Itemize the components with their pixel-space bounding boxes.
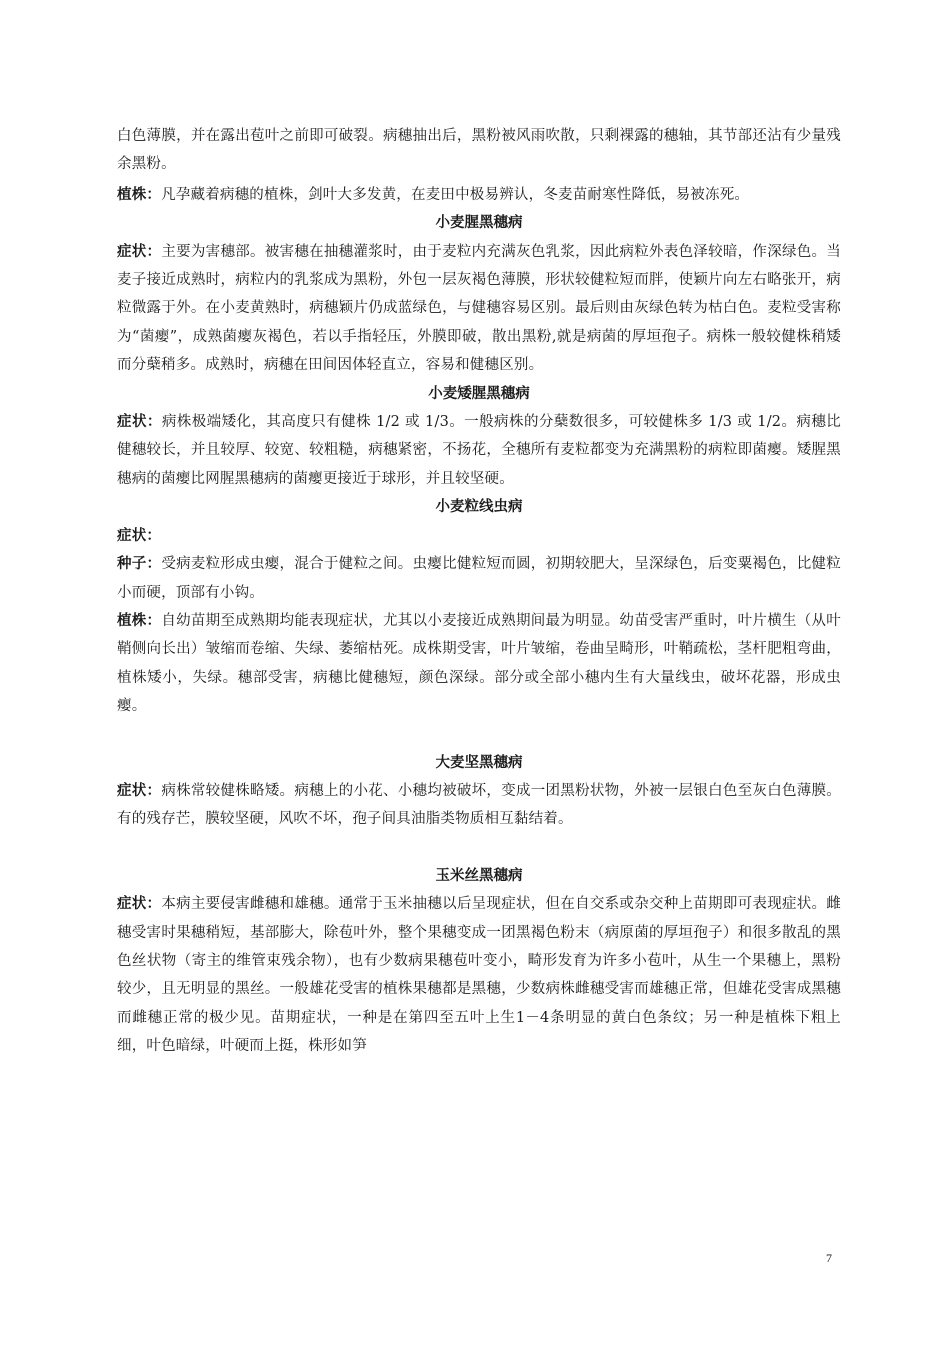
plant-lead: 植株： xyxy=(117,612,162,629)
wheat-bunt-text: 主要为害穗部。被害穗在抽穗灌浆时，由于麦粒内充满灰色乳浆，因此病粒外表色泽较暗，作深绿色。当麦子接近成熟时，病粒内的乳浆成为黑粉，外包一层灰褐色薄膜，形状较健粒短而胖，使颖片向左右略张开，病粒微露于外。在小麦黄熟时，病穗颖片仍成蓝绿色，与健穗容易区别。最后则由灰绿色转为枯白色。麦粒受害称为“菌瘿”，成熟菌瘿灰褐色，若以手指轻压，外膜即破，散出黑粉,就是病菌的厚垣孢子。病株一般较健株稍矮而分蘖稍多。成熟时，病穗在田间因体轻直立，容易和健穗区别。 xyxy=(117,243,841,374)
dwarf-bunt-text: 病株极端矮化，其高度只有健株 1/2 或 1/3。一般病株的分蘖数很多，可较健株多 1/3 或 1/2。病穗比健穗较长，并且较厚、较宽、较粗糙，病穗紧密，不扬花，全穗所有麦粒都变为充满黑粉的病粒即菌瘿。矮腥黑穗病的菌瘿比网腥黑穗病的菌瘿更接近于球形，并且较坚硬。 xyxy=(117,414,841,487)
intro-paragraph: 白色薄膜，并在露出苞叶之前即可破裂。病穗抽出后，黑粉被风雨吹散，只剩裸露的穗轴，其节部还沾有少量残余黑粉。 xyxy=(117,128,841,173)
wheat-bunt-paragraph xyxy=(117,238,841,380)
seed-lead: 种子： xyxy=(117,556,162,573)
heading-corn-smut: 玉米丝黑穗病 xyxy=(435,867,523,884)
nematode-symptom-label xyxy=(117,522,841,550)
intro-plant-paragraph xyxy=(117,181,841,209)
barley-smut-text: 病株常较健株略矮。病穗上的小花、小穗均被破坏，变成一团黑粉状物，外被一层银白色至灰白色薄膜。有的残存芒，膜较坚硬，风吹不坏，孢子间具油脂类物质相互黏结着。 xyxy=(117,782,841,828)
page-content xyxy=(117,122,841,1061)
symptom-lead: 症状： xyxy=(117,782,162,799)
nematode-plant-paragraph xyxy=(117,607,841,721)
heading-dwarf-bunt: 小麦矮腥黑穗病 xyxy=(428,385,530,402)
symptom-lead: 症状： xyxy=(117,527,162,544)
heading-nematode: 小麦粒线虫病 xyxy=(435,499,523,516)
nematode-seed-paragraph xyxy=(117,550,841,607)
corn-smut-text: 本病主要侵害雌穗和雄穗。通常于玉米抽穗以后呈现症状，但在自交系或杂交种上苗期即可表现症状。雌穗受害时果穗稍短，基部膨大，除苞叶外，整个果穗变成一团黑褐色粉末（病原菌的厚垣孢子）和很多散乱的黑色丝状物（寄主的维管束残余物），也有少数病果穗苞叶变小，畸形发育为许多小苞叶，从生一个果穗上，黑粉较少，且无明显的黑丝。一般雄花受害的植株果穗都是黑穗，少数病株雌穗受害而雄穗正常，但雄花受害成黑穗而雌穗正常的极少见。苗期症状，一种是在第四至五叶上生1－4条明显的黄白色条纹；另一种是植株下粗上细，叶色暗绿，叶硬而上挺，株形如笋 xyxy=(117,896,841,1055)
page-number: 7 xyxy=(826,1251,832,1265)
symptom-lead: 症状： xyxy=(117,414,162,431)
plant-lead: 植株： xyxy=(117,186,162,203)
seed-text: 受病麦粒形成虫瘿，混合于健粒之间。虫瘿比健粒短而圆，初期较肥大，呈深绿色，后变粟褐色，比健粒小而硬，顶部有小钩。 xyxy=(117,556,841,601)
plant-text: 自幼苗期至成熟期均能表现症状，尤其以小麦接近成熟期间最为明显。幼苗受害严重时，叶片横生（从叶鞘侧向长出）皱缩而卷缩、失绿、萎缩枯死。成株期受害，叶片皱缩，卷曲呈畸形，叶鞘疏松，茎杆肥粗弯曲，植株矮小，失绿。穗部受害，病穗比健穗短，颜色深绿。部分或全部小穗内生有大量线虫，破坏花器，形成虫瘿。 xyxy=(117,612,841,715)
heading-wheat-bunt: 小麦腥黑穗病 xyxy=(435,215,523,232)
corn-smut-paragraph xyxy=(117,890,841,1060)
plant-text: 凡孕藏着病穗的植株，剑叶大多发黄，在麦田中极易辨认，冬麦苗耐寒性降低，易被冻死。 xyxy=(161,186,750,203)
symptom-lead: 症状： xyxy=(117,243,162,260)
barley-smut-paragraph xyxy=(117,777,841,834)
heading-barley-smut: 大麦坚黑穗病 xyxy=(435,754,523,771)
symptom-lead: 症状： xyxy=(117,896,162,913)
dwarf-bunt-paragraph xyxy=(117,408,841,493)
